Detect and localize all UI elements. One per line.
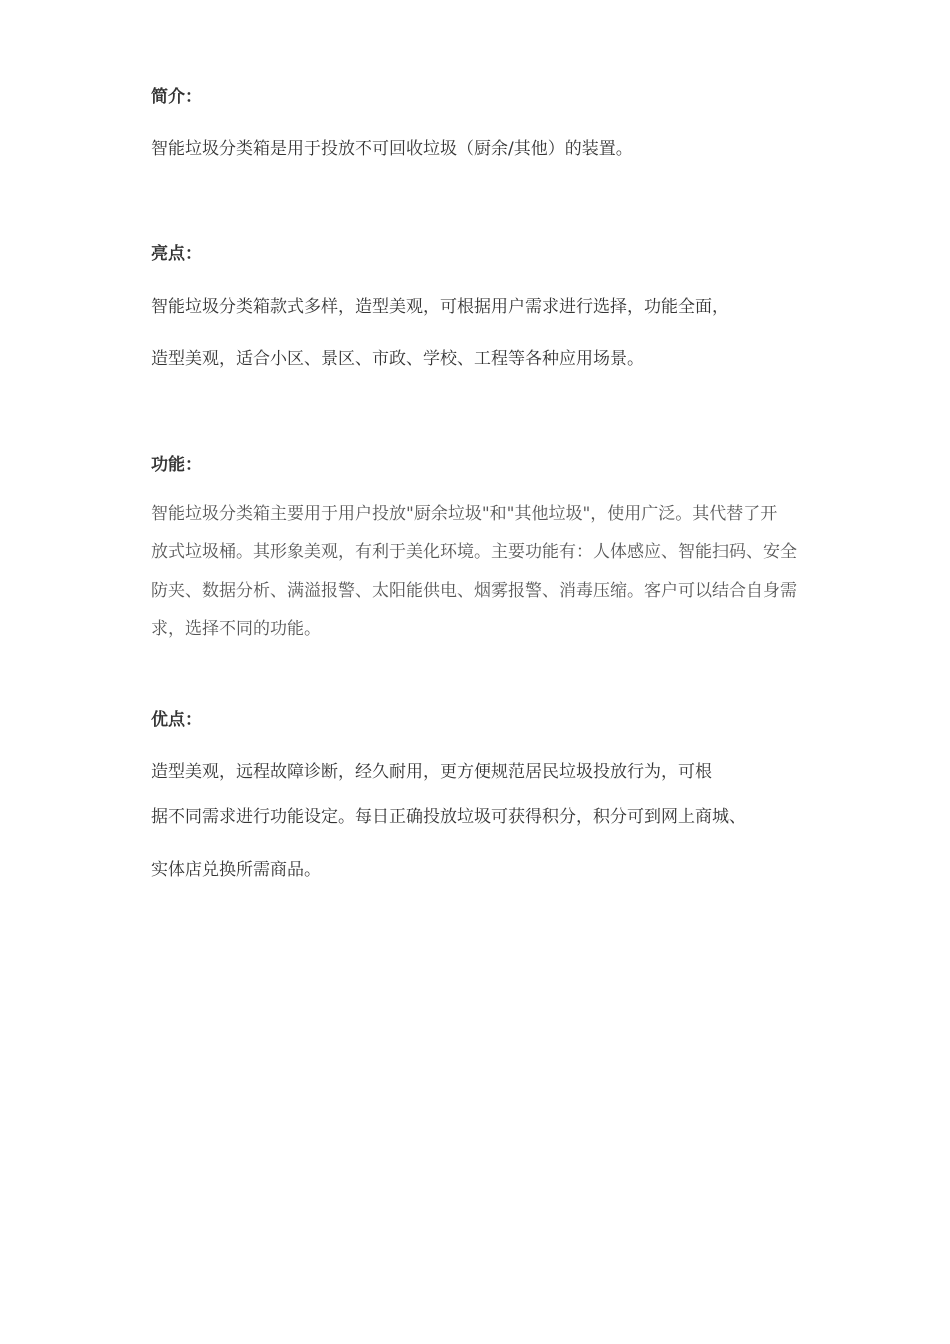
functions-line-3: 防夹、数据分析、满溢报警、太阳能供电、烟雾报警、消毒压缩。客户可以结合自身需 bbox=[151, 581, 797, 601]
highlights-heading: 亮点： bbox=[151, 244, 202, 264]
intro-line-1: 智能垃圾分类箱是用于投放不可回收垃圾（厨余/其他）的装置。 bbox=[151, 139, 633, 159]
highlights-line-2: 造型美观，适合小区、景区、市政、学校、工程等各种应用场景。 bbox=[151, 349, 644, 369]
functions-heading: 功能： bbox=[151, 455, 202, 475]
advantages-line-1: 造型美观，远程故障诊断，经久耐用，更方便规范居民垃圾投放行为，可根 bbox=[151, 762, 712, 782]
intro-heading: 简介： bbox=[151, 87, 202, 107]
functions-line-2: 放式垃圾桶。其形象美观，有利于美化环境。主要功能有：人体感应、智能扫码、安全 bbox=[151, 542, 797, 562]
highlights-line-1: 智能垃圾分类箱款式多样，造型美观，可根据用户需求进行选择，功能全面， bbox=[151, 297, 729, 317]
advantages-line-2: 据不同需求进行功能设定。每日正确投放垃圾可获得积分，积分可到网上商城、 bbox=[151, 807, 746, 827]
advantages-heading: 优点： bbox=[151, 710, 202, 730]
functions-line-4: 求，选择不同的功能。 bbox=[151, 619, 321, 639]
functions-line-1: 智能垃圾分类箱主要用于用户投放"厨余垃圾"和"其他垃圾"，使用广泛。其代替了开 bbox=[151, 504, 778, 524]
advantages-line-3: 实体店兑换所需商品。 bbox=[151, 860, 321, 880]
